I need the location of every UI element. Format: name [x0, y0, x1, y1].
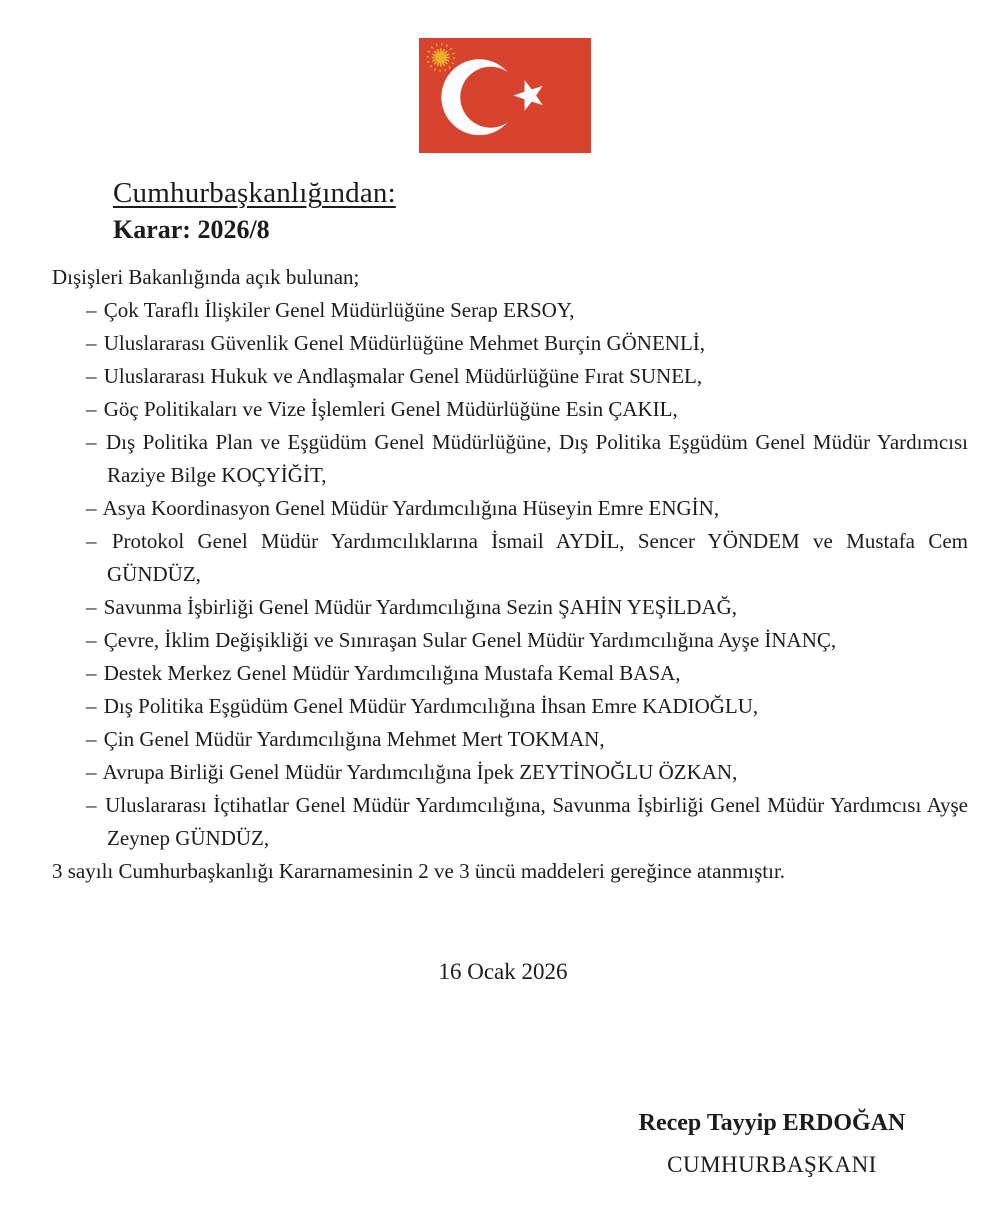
appointment-text: Çevre, İklim Değişikliği ve Sınıraşan Sular Genel Müdür Yardımcılığına Ayşe İNANÇ,: [103, 628, 837, 652]
appointment-item: [52, 591, 968, 624]
list-dash-marker: –: [86, 298, 97, 322]
decree-date: 16 Ocak 2026: [438, 959, 568, 984]
appointment-item: [52, 723, 968, 756]
appointment-text: Göç Politikaları ve Vize İşlemleri Genel Müdürlüğüne Esin ÇAKIL,: [103, 397, 678, 421]
list-dash-marker: –: [86, 331, 97, 355]
appointment-text: Uluslararası Güvenlik Genel Müdürlüğüne Mehmet Burçin GÖNENLİ,: [103, 331, 706, 355]
list-dash-marker: –: [86, 793, 97, 817]
appointment-item: [52, 327, 968, 360]
list-dash-marker: –: [86, 364, 97, 388]
appointment-text: Uluslararası Hukuk ve Andlaşmalar Genel Müdürlüğüne Fırat SUNEL,: [103, 364, 703, 388]
decision-number: Karar: 2026/8: [113, 215, 270, 244]
appointment-item: [52, 294, 968, 327]
issuer-heading: Cumhurbaşkanlığından:: [113, 177, 396, 209]
flag-graphic: [419, 38, 591, 153]
list-dash-marker: –: [86, 628, 97, 652]
signatory-title: CUMHURBAŞKANI: [667, 1152, 877, 1177]
appointment-item: [52, 426, 968, 492]
list-dash-marker: –: [86, 694, 97, 718]
appointment-item: [52, 360, 968, 393]
appointment-text: Uluslararası İçtihatlar Genel Müdür Yardımcılığına, Savunma İşbirliği Genel Müdür Yardımcısı Ayşe Zeynep GÜNDÜZ,: [105, 793, 969, 850]
intro-line: Dışişleri Bakanlığında açık bulunan;: [52, 265, 360, 289]
signature-block: [622, 1108, 922, 1179]
appointment-text: Çin Genel Müdür Yardımcılığına Mehmet Mert TOKMAN,: [103, 727, 605, 751]
signatory-name: Recep Tayyip ERDOĞAN: [638, 1110, 906, 1136]
appointment-text: Protokol Genel Müdür Yardımcılıklarına İsmail AYDİL, Sencer YÖNDEM ve Mustafa Cem GÜNDÜZ,: [107, 529, 968, 586]
appointment-item: [52, 525, 968, 591]
appointment-item: [52, 690, 968, 723]
decree-body: [52, 261, 968, 888]
appointments-list: [52, 294, 968, 855]
appointment-item: [52, 624, 968, 657]
appointment-item: [52, 393, 968, 426]
list-dash-marker: –: [86, 496, 97, 520]
list-dash-marker: –: [86, 595, 97, 619]
appointment-item: [52, 492, 968, 525]
list-dash-marker: –: [86, 430, 97, 454]
appointment-item: [52, 756, 968, 789]
appointment-text: Dış Politika Plan ve Eşgüdüm Genel Müdürlüğüne, Dış Politika Eşgüdüm Genel Müdür Yardımcısı Raziye Bilge KOÇYİĞİT,: [105, 430, 969, 487]
list-dash-marker: –: [86, 529, 97, 553]
appointment-text: Dış Politika Eşgüdüm Genel Müdür Yardımcılığına İhsan Emre KADIOĞLU,: [103, 694, 759, 718]
appointment-text: Çok Taraflı İlişkiler Genel Müdürlüğüne Serap ERSOY,: [103, 298, 575, 322]
appointment-text: Asya Koordinasyon Genel Müdür Yardımcılığına Hüseyin Emre ENGİN,: [102, 496, 720, 520]
appointment-text: Avrupa Birliği Genel Müdür Yardımcılığına İpek ZEYTİNOĞLU ÖZKAN,: [102, 760, 738, 784]
appointment-item: [52, 657, 968, 690]
crescent-cut: [460, 67, 521, 128]
appointment-text: Savunma İşbirliği Genel Müdür Yardımcılığına Sezin ŞAHİN YEŞİLDAĞ,: [103, 595, 737, 619]
closing-line: 3 sayılı Cumhurbaşkanlığı Kararnamesinin 2 ve 3 üncü maddeleri gereğince atanmıştır.: [52, 859, 786, 883]
list-dash-marker: –: [86, 760, 97, 784]
list-dash-marker: –: [86, 661, 97, 685]
list-dash-marker: –: [86, 727, 97, 751]
appointment-text: Destek Merkez Genel Müdür Yardımcılığına Mustafa Kemal BASA,: [103, 661, 681, 685]
turkish-presidential-flag: [419, 38, 591, 153]
list-dash-marker: –: [86, 397, 97, 421]
appointment-item: [52, 789, 968, 855]
